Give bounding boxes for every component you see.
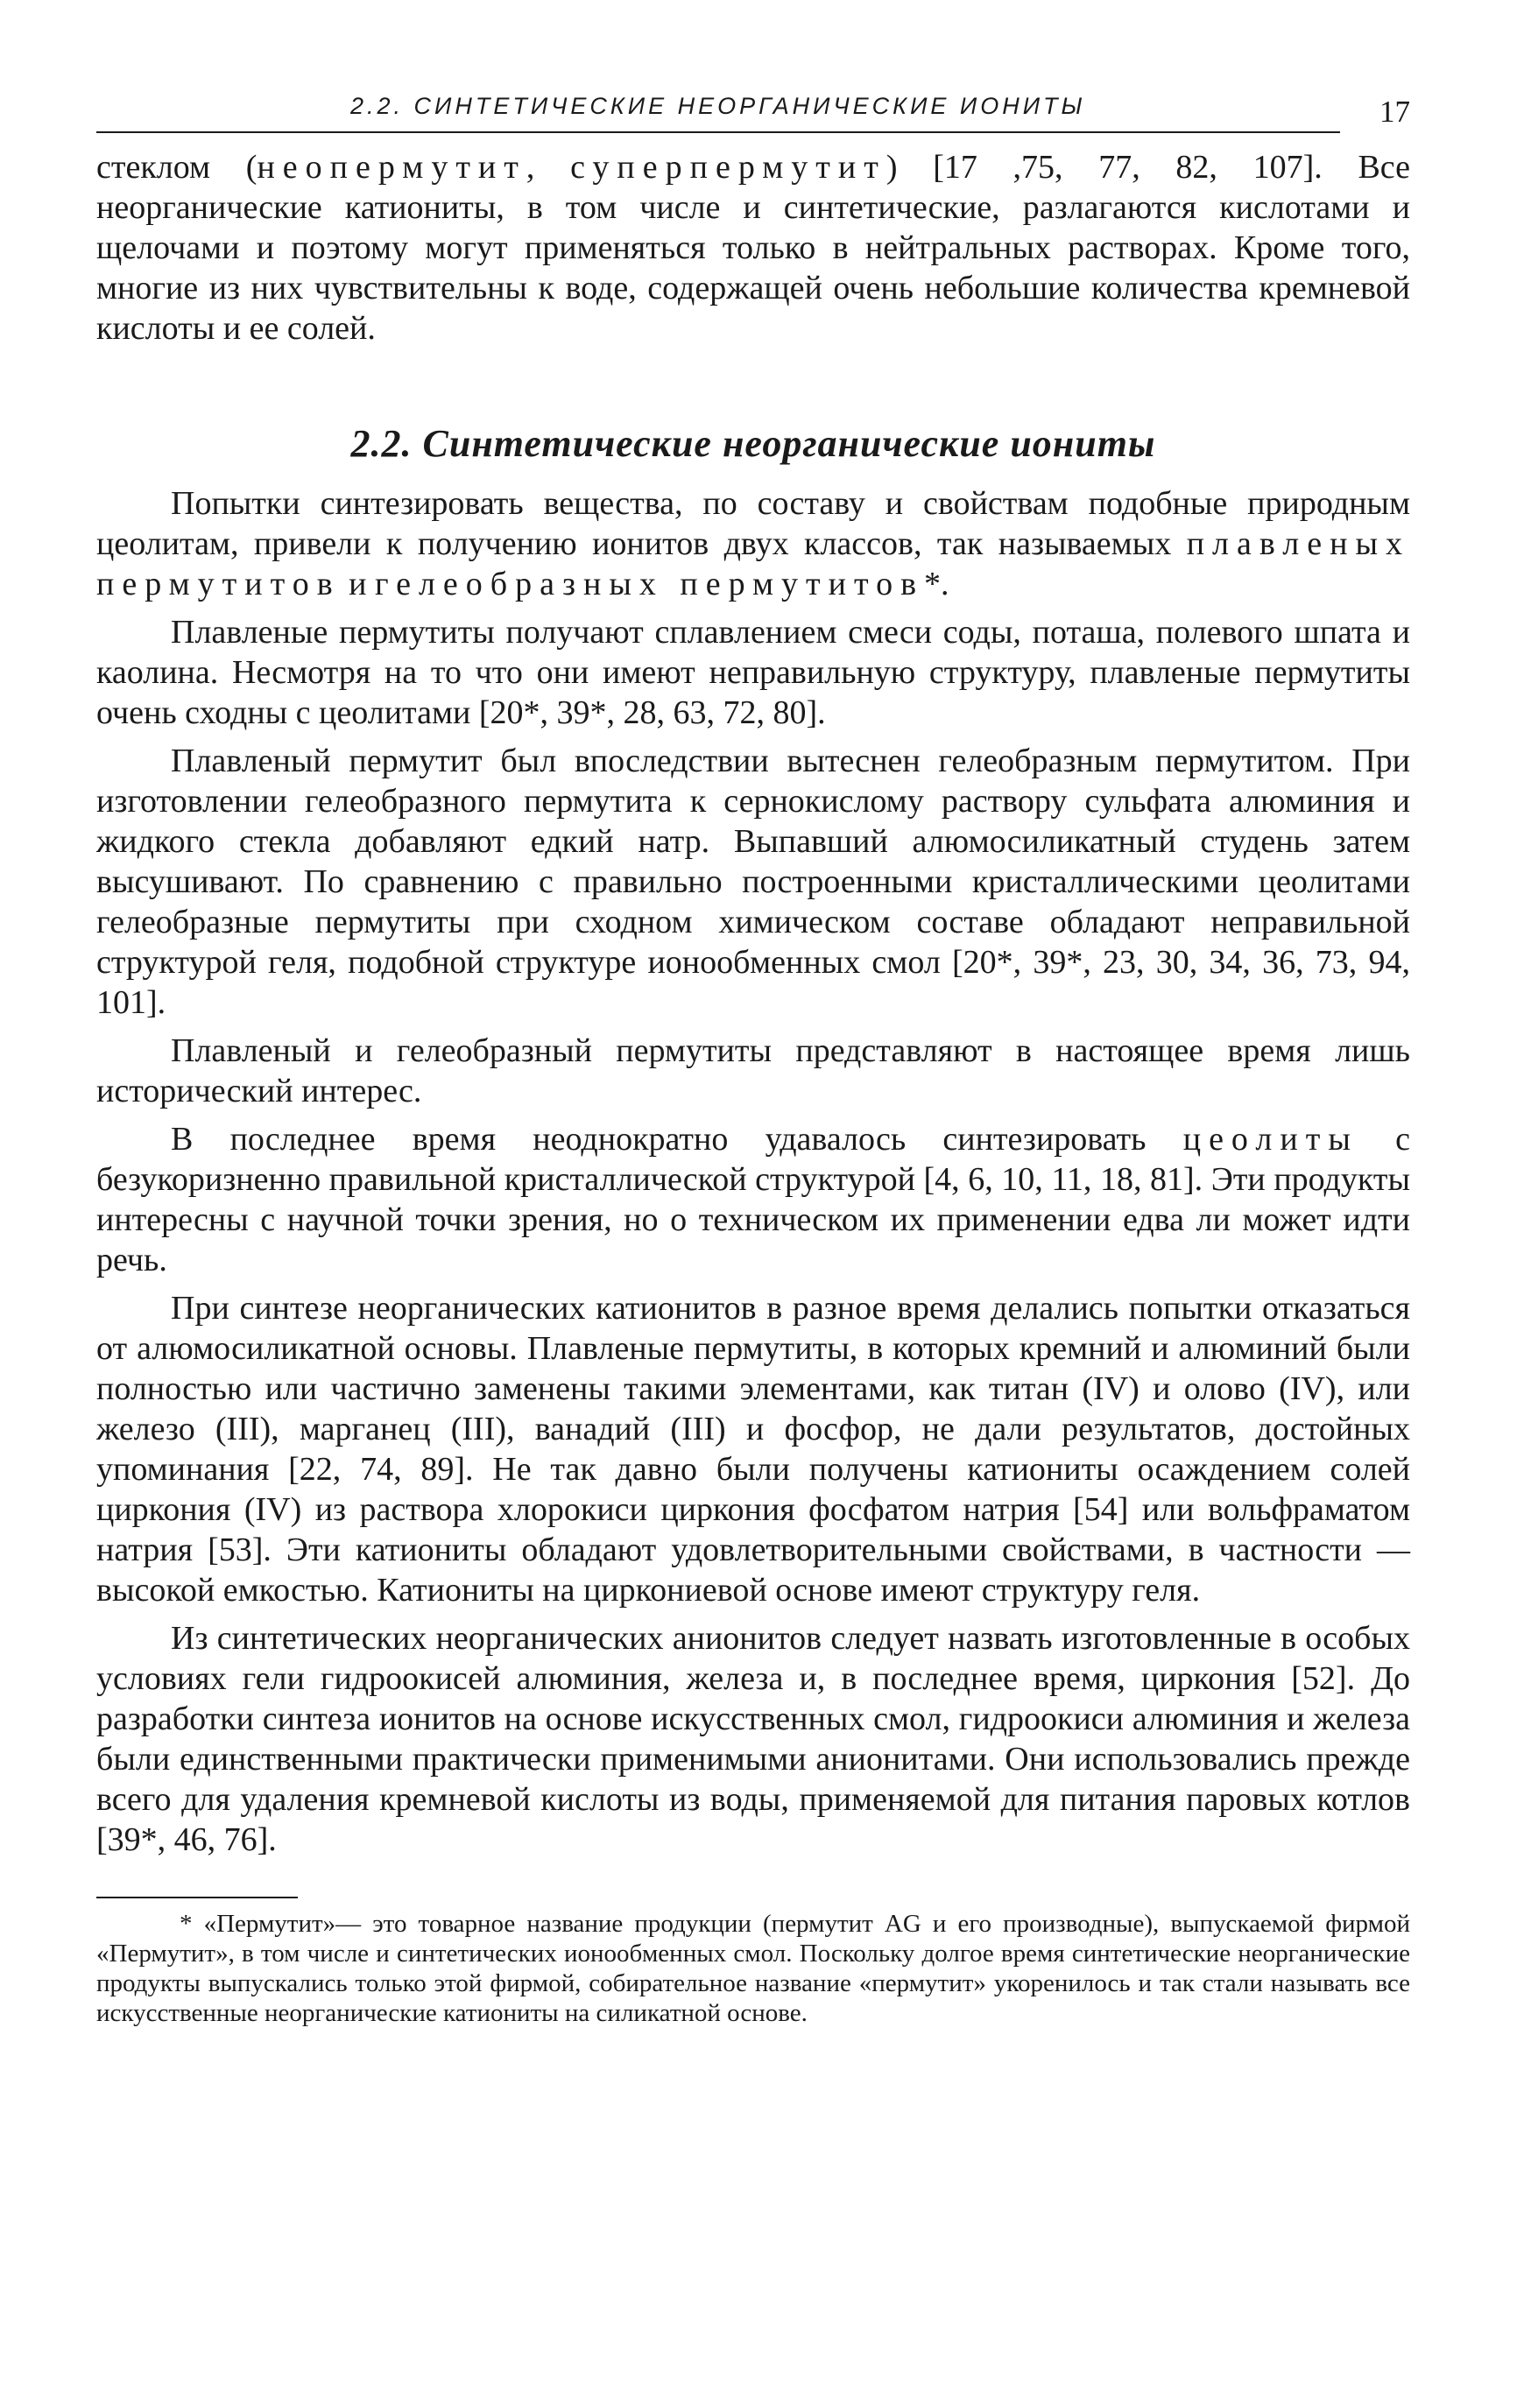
paragraph-1-start: Попытки синтезировать вещества, по составу и свойствам подобные природным цеолитам, привели к получению ионитов двух классов, так называемых [96, 485, 1410, 562]
section-title: 2.2. Синтетические неорганические иониты [350, 422, 1156, 465]
running-title: 2.2. СИНТЕТИЧЕСКИЕ НЕОРГАНИЧЕСКИЕ ИОНИТЫ [350, 93, 1086, 119]
term-zeolites: цеолиты [1182, 1121, 1358, 1158]
paragraph-7: Из синтетических неорганических анионитов следует назвать изготовленные в особых условиях гели гидроокисей алюминия, железа и, в последнее время, циркония [52]. До разработки синтеза ионитов на основе искусственных смол, гидроокиси алюминия и железа были единственными практически применимыми анионитами. Они использовались прежде всего для удаления кремневой кислоты из воды, применяемой для питания паровых котлов [39*, 46, 76]. [96, 1620, 1410, 1858]
page-number: 17 [1379, 95, 1410, 129]
header-rule [96, 131, 1340, 133]
footnote-rule [96, 1897, 298, 1898]
paragraph-5-rest: с безукоризненно правильной кристаллической структурой [4, 6, 10, 11, 18, 81]. Эти продукты интересны с научной точки зрения, но о техническом их применении едва ли может идти речь. [96, 1121, 1410, 1278]
paragraph-2: Плавленые пермутиты получают сплавлением смеси соды, поташа, полевого шпата и каолина. Несмотря на то что они имеют неправильную структуру, плавленые пермутиты очень сходны с цеолитами [20*, 39*, 28, 63, 72, 80]. [96, 614, 1410, 731]
intro-paragraph [96, 147, 1410, 349]
book-page [96, 88, 1410, 2028]
term-superpermutit: суперпермутит [570, 149, 886, 186]
term-gel-permutites: гелеобразных пермутитов [375, 566, 925, 602]
paragraph-5 [96, 1119, 1410, 1280]
body-text [96, 147, 1410, 1860]
page-header [96, 88, 1410, 133]
term-neopermutit: неопермутит [257, 149, 526, 186]
paragraph-4: Плавленый и гелеобразный пермутиты представляют в настоящее время лишь исторический интерес. [96, 1032, 1410, 1109]
intro-text-rest: ) [17 ,75, 77, 82, 107]. Все неорганические катиониты, в том числе и синтетические, разлагаются кислотами и щелочами и поэтому могут применяться только в нейтральных растворах. Кроме того, многие из них чувствительны к воде, содержащей очень небольшие количества кремневой кислоты и ее солей. [96, 149, 1410, 347]
intro-text-start: стеклом ( [96, 149, 258, 186]
paragraph-3: Плавленый пермутит был впоследствии вытеснен гелеобразным пермутитом. При изготовлении гелеобразного пермутита к сернокислому раствору сульфата алюминия и жидкого стекла добавляют едкий натр. Выпавший алюмосиликатный студень затем высушивают. По сравнению с правильно построенными кристаллическими цеолитами гелеобразные пермутиты при сходном химическом составе обладают неправильной структурой геля, подобной структуре ионообменных смол [20*, 39*, 23, 30, 34, 36, 73, 94, 101]. [96, 743, 1410, 1021]
paragraph-1-mid: и [340, 566, 376, 602]
footnote: * «Пермутит»— это товарное название продукции (пермутит AG и его производные), выпускаемой фирмой «Пермутит», в том числе и синтетических ионообменных смол. Поскольку долгое время синтетические неорганические продукты выпускались только этой фирмой, собирательное название «пермутит» укоренилось и так стали называть все искусственные неорганические катиониты на силикатной основе. [96, 1910, 1410, 2027]
paragraph-6: При синтезе неорганических катионитов в разное время делались попытки отказаться от алюмосиликатной основы. Плавленые пермутиты, в которых кремний и алюминий были полностью или частично заменены такими элементами, как титан (IV) и олово (IV), или железо (III), марганец (III), ванадий (III) и фосфор, не дали результатов, достойных упоминания [22, 74, 89]. Не так давно были получены катиониты осаждением солей циркония (IV) из раствора хлорокиси циркония фосфатом натрия [54] или вольфраматом натрия [53]. Эти катиониты обладают удовлетворительными свойствами, в частности — высокой емкостью. Катиониты на циркониевой основе имеют структуру геля. [96, 1290, 1410, 1609]
term-fused-permutites: плавленых пермутитов [96, 525, 1410, 602]
paragraph-1-end: *. [924, 566, 949, 602]
paragraph-1 [96, 483, 1410, 604]
paragraph-5-start: В последнее время неоднократно удавалось синтезировать [171, 1121, 1183, 1158]
intro-text-mid: , [526, 149, 571, 186]
